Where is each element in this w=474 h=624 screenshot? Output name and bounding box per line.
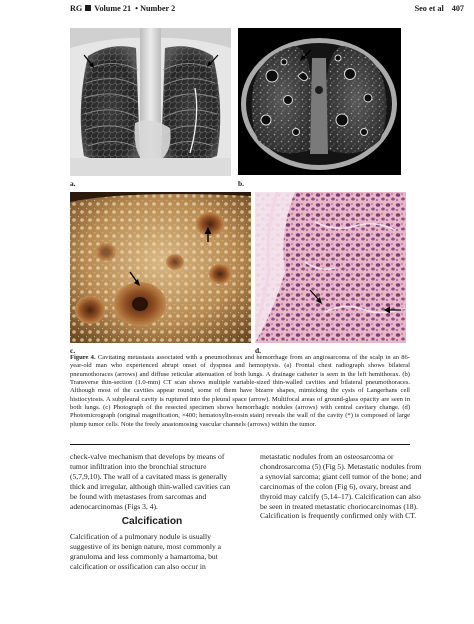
figure-caption	[70, 354, 410, 429]
body-paragraph: Calcification of a pulmonary nodule is usually suggestive of its benign nature, most commonly a granuloma and less commonly a hamartoma, but calcification or ossification can also occur in	[70, 532, 222, 572]
body-column-left	[70, 452, 234, 572]
panel-label-b: b.	[238, 179, 245, 188]
page-number: 407	[451, 4, 464, 13]
caption-text: Cavitating metastasis associated with a pneumothorax and hemorrhage from an angiosarcoma of the scalp in an 86-year-old man who experienced abrupt onset of dyspnea and hemoptysis. (a) Frontal chest radiograph shows bilateral pneumothoraces (arrows) and diffuse reticular attenuation of both lungs. A drainage catheter is seen in the left hemithorax. (b) Transverse thin-section (1.0-mm) CT scan shows multiple variable-sized thin-walled cavities and bilateral pneumothoraces. Although most of the cavities appear round, some of them have bizarre shapes, mimicking the cysts of Langerhans cell histiocytosis. A subpleural cavity is ruptured into the pleural space (arrow). Multifocal areas of ground-glass opacity are seen in both lungs. (c) Photograph of the resected specimen shows hemorrhagic nodules (arrows) with central cavitary change. (d) Photomicrograph (original magnification, ×400; hematoxylin-eosin stain) reveals the wall of the cavity (*) is composed of large plump tumor cells. Note the freely anastomosing vascular channels (arrows) within the tumor.	[70, 354, 410, 428]
ct-scan-image	[238, 28, 401, 175]
figure-panel-d-micrograph	[255, 192, 406, 343]
figure-panel-b-ct-scan	[238, 28, 401, 175]
separator: •	[133, 4, 141, 13]
number-label: Number 2	[140, 4, 176, 13]
caption-title: Figure 4.	[70, 354, 96, 361]
body-paragraph: check-valve mechanism that develops by means of tumor infiltration into the bronchial structure (5,7,9,10). The wall of a cavitated mass is generally thick and irregular, although thin-walled cavities can be found with metastases from sarcomas and adenocarcinomas (Figs 3, 4).	[70, 452, 231, 511]
section-heading: Calcification	[121, 516, 183, 528]
chest-radiograph-image	[70, 28, 231, 176]
panel-label-c: c.	[70, 346, 76, 355]
body-column-right	[260, 452, 424, 521]
caption-divider	[70, 444, 410, 445]
running-header	[70, 4, 464, 18]
volume-label: Volume 21	[94, 4, 132, 13]
photomicrograph-image	[255, 192, 406, 343]
author-label: Seo et al	[414, 4, 444, 13]
square-bullet-icon	[85, 5, 91, 11]
figure-panel-c-specimen	[70, 192, 251, 343]
author-page	[415, 4, 464, 13]
journal-info	[70, 4, 175, 13]
panel-label-d: d.	[255, 346, 262, 355]
body-paragraph: metastatic nodules from an osteosarcoma or chondrosarcoma (5) (Fig 5). Metastatic nodules from a synovial sarcoma; giant cell tumor of the bone; and carcinomas of the colon (Fig 6), ovary, breast and thyroid may calcify (5,14–17). Calcification can also be seen in treated metastatic choriocarcinomas (18). Calcification is frequently confirmed only with CT.	[260, 452, 422, 521]
journal-name: RG	[70, 4, 83, 13]
panel-label-a: a.	[70, 179, 76, 188]
figure-panel-a-radiograph	[70, 28, 231, 176]
specimen-photo-image	[70, 192, 251, 343]
